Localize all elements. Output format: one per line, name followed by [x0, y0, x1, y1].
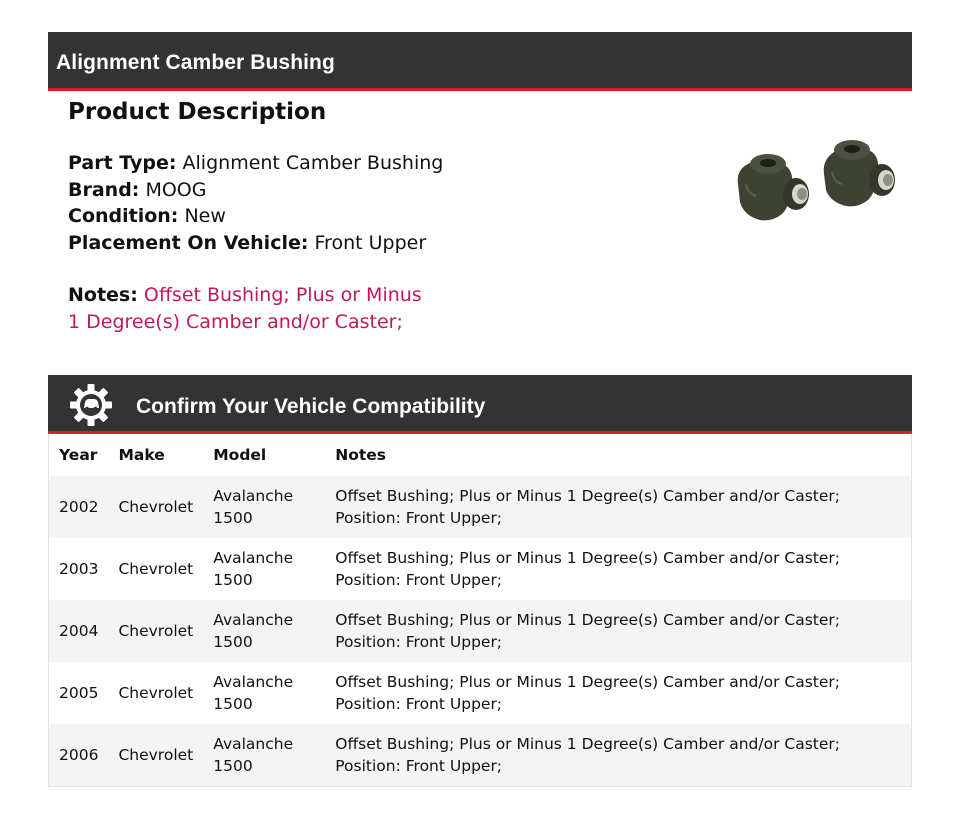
description-heading: Product Description: [68, 99, 327, 125]
table-row: [49, 600, 912, 662]
table-row: [49, 538, 912, 600]
cell-notes: Offset Bushing; Plus or Minus 1 Degree(s) Camber and/or Caster; Position: Front Upper;: [325, 476, 911, 538]
gear-car-icon: [69, 383, 113, 427]
cell-model: Avalanche 1500: [203, 538, 325, 600]
spec-value: MOOG: [145, 178, 207, 201]
cell-notes: Offset Bushing; Plus or Minus 1 Degree(s) Camber and/or Caster; Position: Front Upper;: [325, 662, 911, 724]
column-header-notes: Notes: [325, 434, 911, 476]
notes-label: Notes:: [68, 284, 138, 306]
spec-label: Placement On Vehicle:: [68, 231, 309, 254]
left-bushing-shape: [738, 154, 809, 220]
product-description: [68, 96, 688, 335]
spec-label: Condition:: [68, 205, 179, 227]
cell-year: 2004: [49, 600, 109, 662]
compatibility-title: Confirm Your Vehicle Compatibility: [136, 395, 486, 418]
compatibility-table: [48, 434, 912, 787]
cell-year: 2006: [49, 724, 109, 787]
cell-model: Avalanche 1500: [203, 662, 325, 724]
right-bushing-shape: [824, 140, 895, 206]
table-row: [49, 476, 912, 538]
spec-list: [68, 150, 688, 256]
spec-value: Front Upper: [314, 231, 427, 254]
spec-label: Brand:: [68, 178, 140, 201]
spec-value: Alignment Camber Bushing: [182, 152, 444, 174]
cell-make: Chevrolet: [108, 600, 203, 662]
product-notes: [68, 282, 438, 335]
table-row: [49, 724, 912, 787]
product-title: Alignment Camber Bushing: [56, 51, 335, 74]
table-row: [49, 662, 912, 724]
cell-make: Chevrolet: [108, 476, 203, 538]
column-header-model: Model: [203, 434, 325, 476]
cell-notes: Offset Bushing; Plus or Minus 1 Degree(s) Camber and/or Caster; Position: Front Upper;: [325, 538, 911, 600]
cell-make: Chevrolet: [108, 538, 203, 600]
cell-year: 2002: [49, 476, 109, 538]
column-header-year: Year: [49, 434, 109, 476]
spec-condition: [68, 203, 688, 230]
cell-make: Chevrolet: [108, 662, 203, 724]
spec-brand: [68, 177, 688, 204]
product-title-banner: [48, 32, 912, 91]
compatibility-banner: [48, 375, 912, 434]
notes-value: Offset Bushing; Plus or Minus 1 Degree(s) Camber and/or Caster;: [68, 284, 422, 333]
spec-part-type: [68, 150, 688, 177]
spec-placement: [68, 230, 688, 257]
spec-label: Part Type:: [68, 152, 177, 174]
cell-year: 2003: [49, 538, 109, 600]
cell-make: Chevrolet: [108, 724, 203, 787]
cell-notes: Offset Bushing; Plus or Minus 1 Degree(s) Camber and/or Caster; Position: Front Upper;: [325, 724, 911, 787]
cell-model: Avalanche 1500: [203, 724, 325, 787]
bushing-pair-image: [728, 132, 906, 236]
table-header-row: [49, 434, 912, 476]
cell-model: Avalanche 1500: [203, 600, 325, 662]
cell-year: 2005: [49, 662, 109, 724]
cell-model: Avalanche 1500: [203, 476, 325, 538]
spec-value: New: [184, 205, 226, 227]
column-header-make: Make: [108, 434, 203, 476]
cell-notes: Offset Bushing; Plus or Minus 1 Degree(s) Camber and/or Caster; Position: Front Upper;: [325, 600, 911, 662]
